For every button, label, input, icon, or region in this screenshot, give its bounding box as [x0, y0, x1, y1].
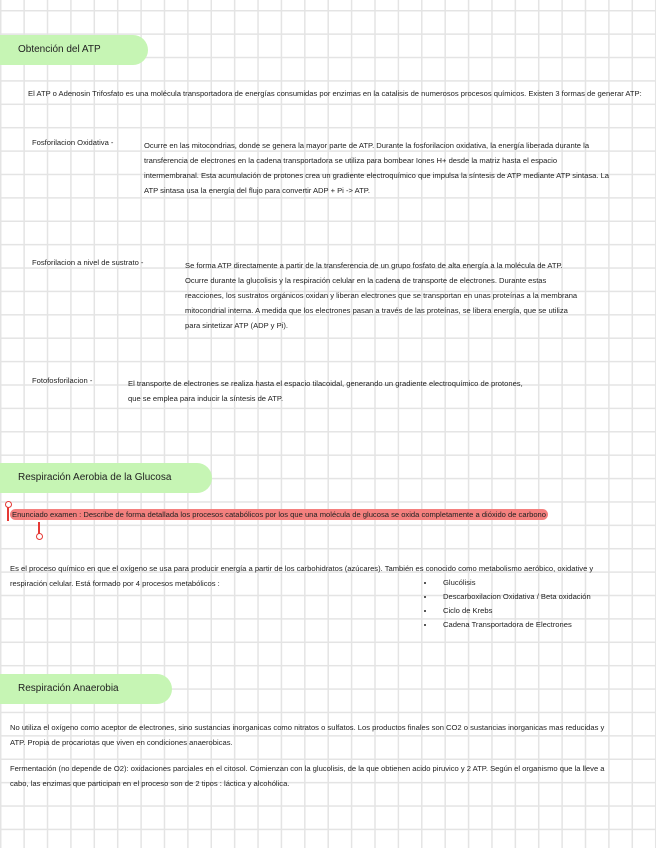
- exam-statement-highlight: [10, 507, 650, 522]
- aerobia-body: Es el proceso químico en que el oxígeno se usa para producir energía a partir de los carbohidratos (azúcares). También es conocido como metabolismo aeróbico, oxidative y respiración celular. Está formado por 4 procesos metabólicos :: [10, 564, 594, 588]
- atp-intro: El ATP o Adenosin Trifosfato es una molécula transportadora de energías consumidas por enzimas en la catalisis de numerosos procesos químicos. Existen 3 formas de generar ATP:: [28, 89, 642, 98]
- list-item: • Ciclo de Krebs: [435, 604, 591, 618]
- heading-text: Respiración Anaerobia: [18, 683, 119, 694]
- heading-obtencion-atp: [0, 35, 148, 65]
- heading-text: Obtención del ATP: [18, 44, 101, 55]
- text-fotofosforilacion: El transporte de electrones se realiza hasta el espacio tilacoidal, generando un gradiente electroquímico de protones, que se emplea para inducir la síntesis de ATP.: [128, 379, 523, 403]
- selection-handle-end[interactable]: [36, 533, 43, 540]
- term-fosforilacion-oxidativa: Fosforilacion Oxidativa -: [32, 138, 114, 147]
- term-fosforilacion-sustrato: Fosforilacion a nivel de sustrato -: [32, 258, 144, 267]
- list-item: • Glucólisis: [435, 576, 591, 590]
- heading-text: Respiración Aerobia de la Glucosa: [18, 472, 172, 483]
- metabolic-process-list: [421, 576, 591, 632]
- heading-respiracion-anaerobia: [0, 674, 172, 704]
- anaerobia-p2: Fermentación (no depende de O2): oxidaciones parciales en el citosol. Comienzan con la glucolisis, de la que obtienen acido piruvico y 2 ATP. Según el organismo que la lleve a cabo, las enzimas que participan en el proceso son de 2 tipos : láctica y alcohólica.: [10, 764, 605, 788]
- list-item: • Descarboxilacion Oxidativa / Beta oxidación: [435, 590, 591, 604]
- heading-respiracion-aerobia: [0, 463, 212, 493]
- anaerobia-p1: No utiliza el oxígeno como aceptor de electrones, sino sustancias inorganicas como nitratos o sulfatos. Los productos finales son CO2 o sustancias inorganicas mas reducidas y ATP. Propia de procariotas que viven en condiciones anaerobicas.: [10, 723, 605, 747]
- selection-cursor-start: [7, 507, 9, 521]
- highlighted-text: Enunciado examen : Describe de forma detallada los procesos catabólicos por los que una molécula de glucosa se oxida completamente a dióxido de carbono: [12, 510, 546, 519]
- text-fosforilacion-oxidativa: Ocurre en las mitocondrias, donde se genera la mayor parte de ATP. Durante la fosforilacion oxidativa, la energía liberada durante la transferencia de electrones en la cadena transportadora se utiliza para bombear Iones H+ desde la matriz hasta el espacio intermembranal. Esta acumulación de protones crea un gradiente electroquímico que impulsa la síntesis de ATP mediante ATP sintasa. La ATP sintasa usa la energía del flujo para convertir ADP + Pi -> ATP.: [144, 141, 610, 195]
- term-fotofosforilacion: Fotofosforilacion -: [32, 376, 93, 385]
- text-fosforilacion-sustrato: Se forma ATP directamente a partir de la transferencia de un grupo fosfato de alta energía a la molécula de ATP. Ocurre durante la glucolisis y la respiración celular en la cadena de transporte de electrones. Durante estas reacciones, los sustratos orgánicos oxidan y liberan electrones que se transportan en unas proteínas a la membrana mitocondrial interna. A medida que los electrones pasan a través de las proteínas, se libera energía, que se utiliza para sintetizar ATP (ADP y Pi).: [185, 261, 578, 330]
- list-item: • Cadena Transportadora de Electrones: [435, 618, 591, 632]
